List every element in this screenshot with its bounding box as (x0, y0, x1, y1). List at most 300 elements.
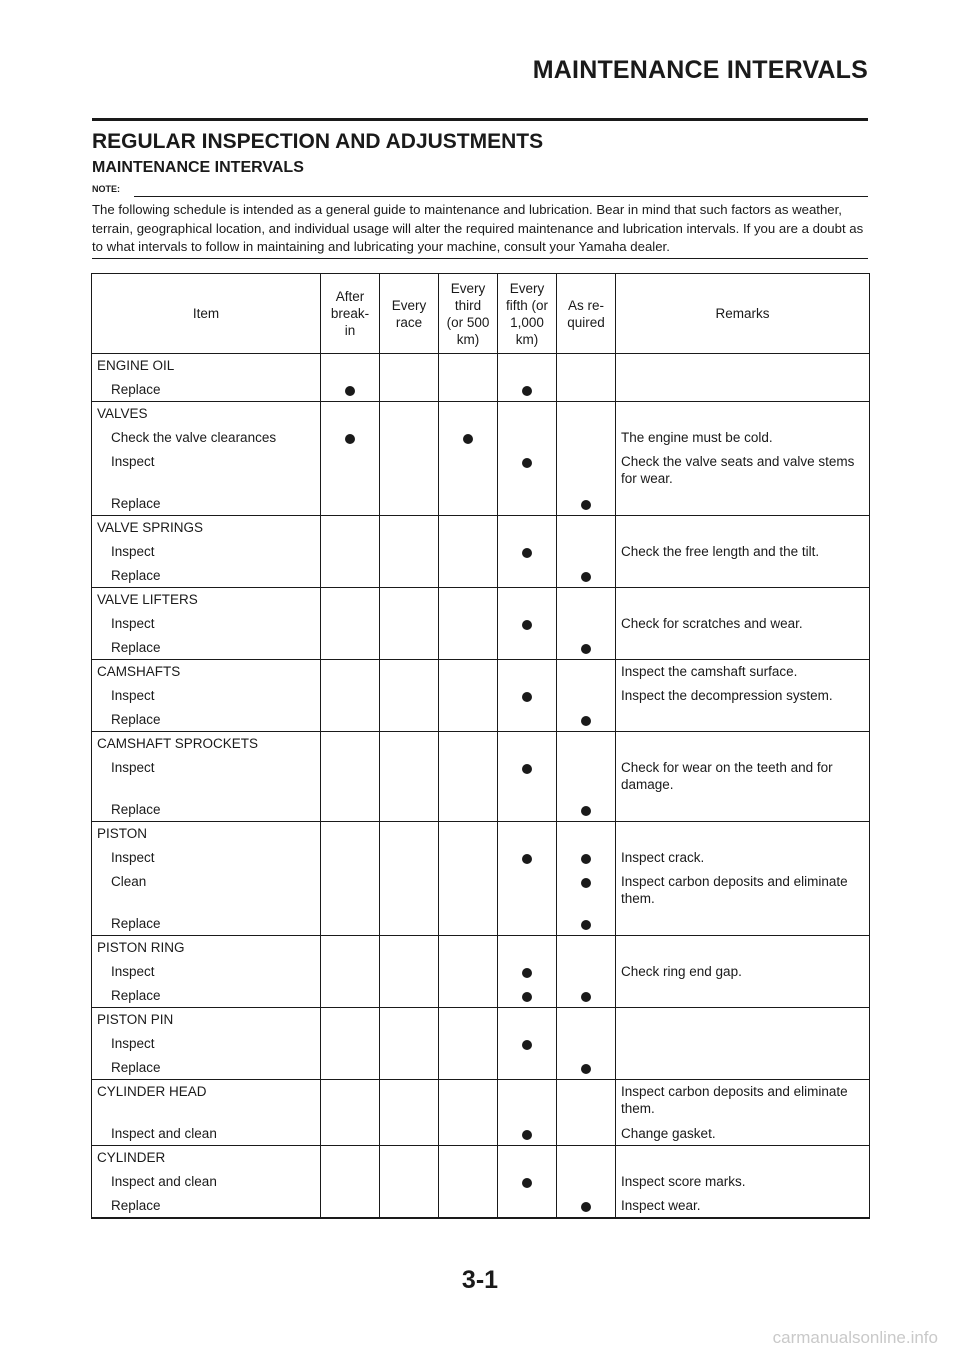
remarks-cell (616, 354, 870, 378)
interval-cell-every-race (380, 1170, 439, 1194)
item-action: Replace (92, 708, 321, 732)
filled-circle-icon (522, 548, 532, 558)
interval-cell-every-race (380, 912, 439, 936)
interval-cell-after-break-in (321, 588, 380, 612)
interval-cell-every-third (439, 912, 498, 936)
interval-cell-every-third (439, 708, 498, 732)
column-header-line: fifth (or (505, 297, 548, 313)
interval-cell-as-required (557, 540, 616, 564)
interval-cell-after-break-in (321, 822, 380, 846)
interval-cell-as-required (557, 846, 616, 870)
interval-cell-every-third (439, 1080, 498, 1122)
interval-cell-as-required (557, 960, 616, 984)
interval-cell-as-required (557, 870, 616, 912)
interval-cell-every-fifth (498, 822, 557, 846)
filled-circle-icon (581, 1064, 591, 1074)
remarks-cell (616, 936, 870, 960)
interval-cell-every-race (380, 612, 439, 636)
note-text: The following schedule is intended as a general guide to maintenance and lubrication. Bear in mind that such factors as weather, terrain, geographical location, and individual usage will alter the required maintenance and lubrication intervals. If you are a doubt as to what intervals to follow in maintaining and lubricating your machine, consult your Yamaha dealer. (92, 202, 864, 254)
filled-circle-icon (581, 992, 591, 1002)
interval-cell-every-race (380, 936, 439, 960)
interval-cell-after-break-in (321, 912, 380, 936)
item-group-name: VALVE LIFTERS (92, 588, 321, 612)
item-action: Replace (92, 378, 321, 402)
item-action: Inspect (92, 540, 321, 564)
interval-cell-after-break-in (321, 846, 380, 870)
remarks-cell (616, 516, 870, 540)
interval-cell-as-required (557, 1056, 616, 1080)
interval-cell-every-fifth (498, 1170, 557, 1194)
interval-cell-as-required (557, 402, 616, 426)
remarks-cell: Check for scratches and wear. (616, 612, 870, 636)
interval-cell-every-race (380, 354, 439, 378)
interval-cell-as-required (557, 588, 616, 612)
remarks-cell (616, 984, 870, 1008)
interval-cell-after-break-in (321, 492, 380, 516)
column-header-line: 1,000 (510, 314, 544, 330)
interval-cell-every-third (439, 1032, 498, 1056)
item-action: Replace (92, 1056, 321, 1080)
interval-cell-every-fifth (498, 846, 557, 870)
remarks-cell (616, 912, 870, 936)
table-row (92, 540, 870, 564)
interval-cell-after-break-in (321, 936, 380, 960)
item-action: Inspect (92, 1032, 321, 1056)
interval-cell-as-required (557, 492, 616, 516)
remarks-cell (616, 1056, 870, 1080)
interval-cell-every-third (439, 378, 498, 402)
interval-cell-every-fifth (498, 870, 557, 912)
item-group-name: PISTON (92, 822, 321, 846)
table-row (92, 936, 870, 960)
interval-cell-as-required (557, 732, 616, 756)
interval-cell-after-break-in (321, 564, 380, 588)
interval-cell-as-required (557, 636, 616, 660)
interval-cell-every-fifth (498, 1056, 557, 1080)
interval-cell-as-required (557, 1080, 616, 1122)
interval-cell-every-third (439, 822, 498, 846)
interval-cell-as-required (557, 1170, 616, 1194)
interval-cell-every-race (380, 822, 439, 846)
column-header-line: (or 500 (446, 314, 490, 330)
interval-cell-as-required (557, 1194, 616, 1218)
table-row (92, 1056, 870, 1080)
interval-cell-as-required (557, 984, 616, 1008)
table-row (92, 912, 870, 936)
table-row (92, 846, 870, 870)
column-header-line: As re- (567, 297, 604, 313)
interval-cell-every-fifth (498, 564, 557, 588)
interval-cell-after-break-in (321, 378, 380, 402)
remarks-cell: Inspect carbon deposits and eliminate them. (616, 870, 870, 912)
item-action: Clean (92, 870, 321, 912)
remarks-cell: Inspect the decompression system. (616, 684, 870, 708)
column-header-line: Every (509, 280, 545, 296)
interval-cell-every-race (380, 426, 439, 450)
interval-cell-every-fifth (498, 756, 557, 798)
table-row (92, 684, 870, 708)
interval-cell-every-third (439, 846, 498, 870)
table-row (92, 426, 870, 450)
remarks-cell (616, 492, 870, 516)
interval-cell-every-race (380, 732, 439, 756)
interval-cell-every-third (439, 1194, 498, 1218)
interval-cell-after-break-in (321, 1146, 380, 1170)
remarks-cell: The engine must be cold. (616, 426, 870, 450)
interval-cell-every-race (380, 870, 439, 912)
interval-cell-every-third (439, 870, 498, 912)
interval-cell-after-break-in (321, 1122, 380, 1146)
interval-cell-every-third (439, 516, 498, 540)
remarks-cell (616, 378, 870, 402)
interval-cell-after-break-in (321, 756, 380, 798)
filled-circle-icon (522, 1178, 532, 1188)
table-body (92, 354, 870, 1218)
interval-cell-every-race (380, 1146, 439, 1170)
interval-cell-as-required (557, 612, 616, 636)
interval-cell-every-race (380, 660, 439, 684)
column-header-every-third (439, 274, 498, 354)
interval-cell-every-race (380, 516, 439, 540)
interval-cell-as-required (557, 1146, 616, 1170)
filled-circle-icon (581, 854, 591, 864)
column-header-line: race (395, 314, 423, 330)
filled-circle-icon (345, 386, 355, 396)
filled-circle-icon (463, 434, 473, 444)
interval-cell-every-fifth (498, 492, 557, 516)
item-group-name: CAMSHAFTS (92, 660, 321, 684)
column-header-item (92, 274, 321, 354)
item-action: Inspect (92, 684, 321, 708)
interval-cell-every-fifth (498, 936, 557, 960)
interval-cell-as-required (557, 450, 616, 492)
interval-cell-as-required (557, 564, 616, 588)
interval-cell-every-third (439, 402, 498, 426)
interval-cell-every-fifth (498, 912, 557, 936)
table-row (92, 564, 870, 588)
interval-cell-every-fifth (498, 450, 557, 492)
item-group-name: CYLINDER HEAD (92, 1080, 321, 1122)
interval-cell-every-race (380, 960, 439, 984)
interval-cell-every-race (380, 798, 439, 822)
interval-cell-every-race (380, 1032, 439, 1056)
table-row (92, 798, 870, 822)
interval-cell-after-break-in (321, 1032, 380, 1056)
filled-circle-icon (581, 644, 591, 654)
column-header-line: After (335, 289, 365, 304)
page-number: 3-1 (461, 1266, 499, 1294)
column-header-line: quired (567, 314, 605, 330)
interval-cell-every-race (380, 1122, 439, 1146)
remarks-cell (616, 822, 870, 846)
filled-circle-icon (522, 692, 532, 702)
interval-cell-every-race (380, 492, 439, 516)
remarks-cell (616, 402, 870, 426)
interval-cell-after-break-in (321, 684, 380, 708)
interval-cell-every-third (439, 450, 498, 492)
filled-circle-icon (581, 920, 591, 930)
interval-cell-every-third (439, 984, 498, 1008)
interval-cell-after-break-in (321, 450, 380, 492)
interval-cell-every-race (380, 540, 439, 564)
remarks-cell: Check for wear on the teeth and for damage. (616, 756, 870, 798)
section-title: REGULAR INSPECTION AND ADJUSTMENTS (92, 130, 544, 153)
remarks-cell (616, 798, 870, 822)
note-divider (134, 196, 868, 197)
interval-cell-after-break-in (321, 1194, 380, 1218)
interval-cell-after-break-in (321, 516, 380, 540)
interval-cell-as-required (557, 1122, 616, 1146)
note-label: NOTE: (92, 184, 126, 194)
interval-cell-after-break-in (321, 426, 380, 450)
remarks-cell (616, 588, 870, 612)
interval-cell-every-third (439, 936, 498, 960)
table-row (92, 660, 870, 684)
table-row (92, 1122, 870, 1146)
filled-circle-icon (522, 968, 532, 978)
item-group-name: PISTON RING (92, 936, 321, 960)
interval-cell-every-race (380, 1194, 439, 1218)
interval-cell-every-third (439, 756, 498, 798)
interval-cell-every-race (380, 636, 439, 660)
interval-cell-every-fifth (498, 732, 557, 756)
remarks-cell (616, 1032, 870, 1056)
interval-cell-every-race (380, 378, 439, 402)
interval-cell-every-third (439, 588, 498, 612)
item-group-name: ENGINE OIL (92, 354, 321, 378)
interval-cell-every-fifth (498, 426, 557, 450)
column-header-after-break-in (321, 274, 380, 354)
item-group-name: VALVE SPRINGS (92, 516, 321, 540)
item-action: Inspect (92, 612, 321, 636)
interval-cell-after-break-in (321, 1080, 380, 1122)
item-group-name: CYLINDER (92, 1146, 321, 1170)
interval-cell-as-required (557, 912, 616, 936)
interval-cell-every-fifth (498, 402, 557, 426)
interval-cell-as-required (557, 426, 616, 450)
remarks-cell (616, 636, 870, 660)
interval-cell-as-required (557, 660, 616, 684)
interval-cell-after-break-in (321, 660, 380, 684)
interval-cell-every-fifth (498, 1194, 557, 1218)
interval-cell-as-required (557, 822, 616, 846)
filled-circle-icon (522, 854, 532, 864)
table-row (92, 450, 870, 492)
item-action: Inspect (92, 756, 321, 798)
interval-cell-every-third (439, 1008, 498, 1032)
item-group-name: PISTON PIN (92, 1008, 321, 1032)
table-row (92, 1080, 870, 1122)
remarks-cell (616, 708, 870, 732)
interval-cell-every-race (380, 708, 439, 732)
remarks-cell: Inspect score marks. (616, 1170, 870, 1194)
column-header-every-fifth (498, 274, 557, 354)
interval-cell-every-third (439, 426, 498, 450)
interval-cell-after-break-in (321, 732, 380, 756)
remarks-cell (616, 732, 870, 756)
interval-cell-as-required (557, 936, 616, 960)
filled-circle-icon (581, 806, 591, 816)
filled-circle-icon (522, 1130, 532, 1140)
table-row (92, 708, 870, 732)
interval-cell-every-race (380, 1056, 439, 1080)
header-rule (92, 118, 868, 121)
interval-cell-every-fifth (498, 660, 557, 684)
column-header-line: break- (330, 306, 370, 321)
interval-cell-every-fifth (498, 1032, 557, 1056)
interval-cell-after-break-in (321, 798, 380, 822)
interval-cell-every-third (439, 1146, 498, 1170)
interval-cell-every-fifth (498, 1122, 557, 1146)
interval-cell-every-race (380, 450, 439, 492)
interval-cell-after-break-in (321, 984, 380, 1008)
table-row (92, 984, 870, 1008)
interval-cell-every-fifth (498, 708, 557, 732)
item-action: Replace (92, 912, 321, 936)
interval-cell-every-fifth (498, 1080, 557, 1122)
interval-cell-as-required (557, 798, 616, 822)
interval-cell-every-third (439, 636, 498, 660)
interval-cell-as-required (557, 756, 616, 798)
filled-circle-icon (581, 1202, 591, 1212)
interval-cell-every-race (380, 402, 439, 426)
interval-cell-every-fifth (498, 1008, 557, 1032)
interval-cell-after-break-in (321, 402, 380, 426)
item-action: Inspect and clean (92, 1170, 321, 1194)
item-action: Replace (92, 492, 321, 516)
table-row (92, 354, 870, 378)
table-row (92, 402, 870, 426)
remarks-cell: Inspect wear. (616, 1194, 870, 1218)
item-group-name: CAMSHAFT SPROCKETS (92, 732, 321, 756)
table-row (92, 1008, 870, 1032)
item-action: Check the valve clearances (92, 426, 321, 450)
remarks-cell: Inspect the camshaft surface. (616, 660, 870, 684)
filled-circle-icon (522, 458, 532, 468)
interval-cell-every-race (380, 564, 439, 588)
interval-cell-after-break-in (321, 1008, 380, 1032)
table-header-row (92, 274, 870, 354)
interval-cell-as-required (557, 1032, 616, 1056)
remarks-cell (616, 1008, 870, 1032)
table-row (92, 612, 870, 636)
item-action: Replace (92, 1194, 321, 1218)
table-row (92, 1170, 870, 1194)
table-row (92, 378, 870, 402)
remarks-cell: Check the free length and the tilt. (616, 540, 870, 564)
interval-cell-as-required (557, 516, 616, 540)
interval-cell-after-break-in (321, 1170, 380, 1194)
interval-cell-every-race (380, 684, 439, 708)
interval-cell-every-fifth (498, 540, 557, 564)
remarks-cell (616, 1146, 870, 1170)
table-row (92, 588, 870, 612)
interval-cell-every-third (439, 1056, 498, 1080)
remarks-cell: Check the valve seats and valve stems for wear. (616, 450, 870, 492)
interval-cell-every-third (439, 684, 498, 708)
item-action: Replace (92, 798, 321, 822)
column-header-line: third (454, 297, 482, 313)
column-header-line: Every (450, 280, 486, 296)
column-header-line: km) (456, 331, 480, 347)
interval-cell-every-fifth (498, 1146, 557, 1170)
interval-cell-after-break-in (321, 1056, 380, 1080)
interval-cell-every-third (439, 732, 498, 756)
table-row (92, 516, 870, 540)
interval-cell-every-third (439, 960, 498, 984)
column-header-line: Every (391, 297, 427, 313)
interval-cell-after-break-in (321, 708, 380, 732)
section-subtitle: MAINTENANCE INTERVALS (92, 159, 304, 176)
header-title: MAINTENANCE INTERVALS (532, 56, 868, 84)
interval-cell-every-fifth (498, 612, 557, 636)
column-header-line: Item (192, 306, 220, 321)
item-action: Inspect and clean (92, 1122, 321, 1146)
table-row (92, 732, 870, 756)
column-header-line: Remarks (715, 306, 770, 321)
filled-circle-icon (522, 1040, 532, 1050)
table-row (92, 1032, 870, 1056)
interval-cell-every-fifth (498, 378, 557, 402)
interval-cell-every-fifth (498, 636, 557, 660)
maintenance-table (91, 273, 870, 1219)
table-row (92, 960, 870, 984)
item-group-name: VALVES (92, 402, 321, 426)
interval-cell-every-third (439, 660, 498, 684)
interval-cell-every-race (380, 846, 439, 870)
interval-cell-after-break-in (321, 540, 380, 564)
interval-cell-after-break-in (321, 870, 380, 912)
interval-cell-every-fifth (498, 684, 557, 708)
interval-cell-every-fifth (498, 984, 557, 1008)
item-action: Replace (92, 984, 321, 1008)
item-action: Replace (92, 636, 321, 660)
interval-cell-every-fifth (498, 960, 557, 984)
remarks-cell (616, 564, 870, 588)
interval-cell-after-break-in (321, 612, 380, 636)
interval-cell-every-third (439, 564, 498, 588)
table-row (92, 822, 870, 846)
interval-cell-every-fifth (498, 354, 557, 378)
filled-circle-icon (522, 992, 532, 1002)
interval-cell-every-third (439, 354, 498, 378)
table-row (92, 1194, 870, 1218)
interval-cell-every-race (380, 756, 439, 798)
remarks-cell: Check ring end gap. (616, 960, 870, 984)
item-action: Replace (92, 564, 321, 588)
remarks-cell: Inspect carbon deposits and eliminate them. (616, 1080, 870, 1122)
table-row (92, 636, 870, 660)
interval-cell-every-race (380, 588, 439, 612)
table-row (92, 870, 870, 912)
interval-cell-every-third (439, 540, 498, 564)
filled-circle-icon (522, 764, 532, 774)
filled-circle-icon (345, 434, 355, 444)
interval-cell-as-required (557, 708, 616, 732)
remarks-cell: Change gasket. (616, 1122, 870, 1146)
interval-cell-every-third (439, 1170, 498, 1194)
interval-cell-every-third (439, 798, 498, 822)
column-header-line: in (344, 323, 356, 338)
column-header-remarks (616, 274, 870, 354)
table-row (92, 1146, 870, 1170)
column-header-as-required (557, 274, 616, 354)
filled-circle-icon (581, 878, 591, 888)
interval-cell-every-third (439, 612, 498, 636)
filled-circle-icon (522, 386, 532, 396)
filled-circle-icon (581, 500, 591, 510)
interval-cell-after-break-in (321, 354, 380, 378)
